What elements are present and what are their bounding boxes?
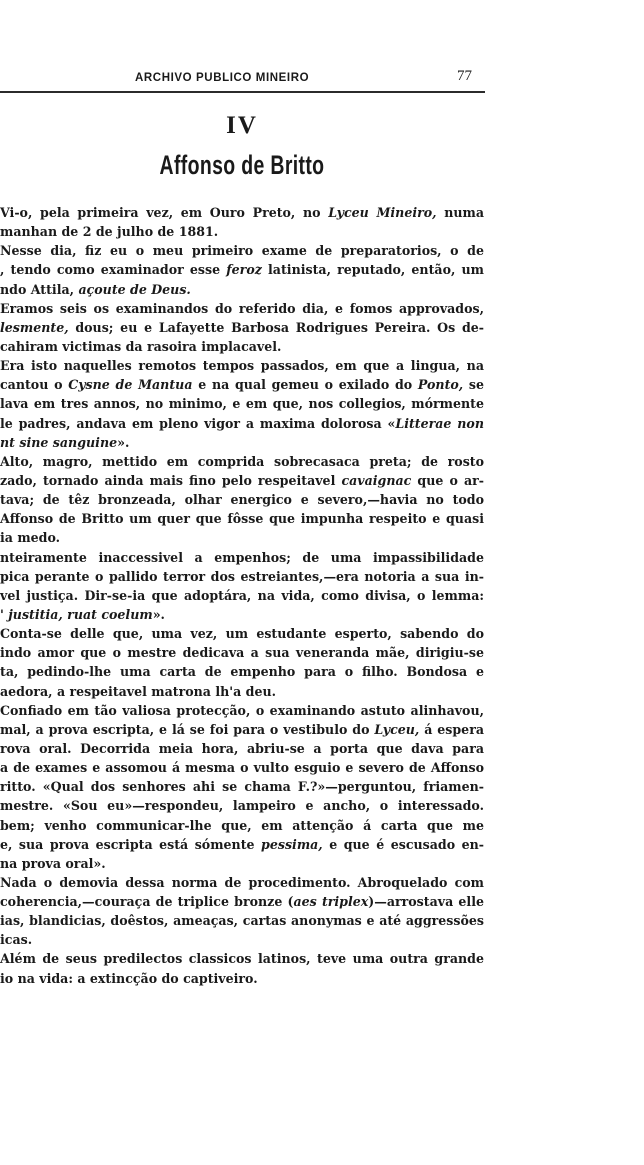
text-line (0, 433, 484, 452)
running-head (0, 66, 490, 88)
text-line (0, 586, 484, 605)
text-run: ». (117, 434, 130, 450)
text-run: ». (152, 606, 165, 622)
text-run: ta, pedindo-lhe uma carta de empenho para o filho. Bondosa e (0, 664, 484, 680)
text-line (0, 203, 484, 222)
text-run: mal, a prova escripta, e lá se foi para o vestibulo do (0, 721, 375, 737)
text-line (0, 720, 484, 739)
italic-text: pessima, (261, 836, 323, 852)
text-run: ias, blandicias, doêstos, ameaças, cartas anonymas e até aggressões (0, 913, 484, 929)
text-run: Além de seus predilectos classicos latinos, teve uma outra grande (0, 951, 484, 967)
italic-text: justitia, ruat coelum (8, 606, 153, 622)
text-run: latinista, reputado, então, um (261, 262, 484, 278)
text-run: tava; de têz bronzeada, olhar energico e severo,—havia no todo (0, 492, 484, 508)
text-line (0, 969, 484, 988)
text-run: numa (436, 205, 484, 220)
text-run: á espera (419, 721, 484, 737)
text-run: vel justiça. Dir-se-ia que adoptára, na vida, como divisa, o lemma: (0, 587, 484, 603)
text-line (0, 777, 484, 796)
text-run: le padres, andava em pleno vigor a maxima dolorosa « (0, 415, 396, 431)
text-line (0, 567, 484, 586)
text-run: que o ar- (411, 472, 484, 488)
text-run: e na qual gemeu o exilado do (192, 377, 418, 393)
text-run: Eramos seis os examinandos do referido dia, e fomos approvados, (0, 300, 484, 316)
text-line (0, 356, 484, 375)
text-run: cahiram victimas da rasoira implacavel. (0, 338, 282, 354)
text-line (0, 260, 484, 279)
text-run: dous; eu e Lafayette Barbosa Rodrigues Pereira. Os de- (68, 319, 484, 335)
chapter-title: Affonso de Britto (159, 150, 325, 180)
italic-text: feroz (226, 262, 262, 278)
text-line (0, 280, 484, 299)
text-line (0, 548, 484, 567)
text-line (0, 911, 484, 930)
text-run: e, sua prova escripta está sómente (0, 836, 262, 852)
text-line (0, 605, 484, 624)
text-line (0, 854, 484, 873)
text-line (0, 337, 484, 356)
text-line (0, 414, 484, 433)
text-line (0, 241, 484, 260)
text-line (0, 452, 484, 471)
text-run: ia medo. (0, 530, 61, 546)
text-line (0, 662, 484, 681)
text-run: , tendo como examinador esse (0, 262, 227, 278)
italic-text: Litterae non (395, 415, 484, 431)
body-text (0, 203, 484, 988)
text-run: ndo Attila, (0, 281, 79, 297)
text-run: pica perante o pallido terror dos estreiantes,—era notoria a sua in- (0, 568, 484, 584)
text-line (0, 375, 484, 394)
italic-text: aes triplex (293, 894, 369, 910)
text-line (0, 873, 484, 892)
text-run: bem; venho communicar-lhe que, em attenção á carta que me (0, 817, 484, 833)
text-run: )—arrostava elle (368, 894, 484, 910)
italic-text: cavaignac (341, 472, 412, 488)
text-line (0, 835, 484, 854)
text-run: aedora, a respeitavel matrona lh'a deu. (0, 683, 277, 699)
text-run: rova oral. Decorrida meia hora, abriu-se a porta que dava para (0, 740, 484, 756)
text-run: coherencia,—couraça de triplice bronze ( (0, 894, 294, 910)
text-run: io na vida: a extincção do captiveiro. (0, 970, 258, 986)
italic-text: açoute de Deus. (78, 281, 191, 297)
text-line (0, 528, 484, 547)
text-line (0, 930, 484, 949)
text-run: se (463, 377, 484, 393)
text-line (0, 624, 484, 643)
italic-text: Ponto, (417, 377, 464, 393)
text-run: zado, tornado ainda mais fino pelo respeitavel (0, 472, 342, 488)
text-line (0, 816, 484, 835)
text-line (0, 682, 484, 701)
italic-text: Cysne de Mantua (68, 377, 193, 393)
chapter-number: IV (226, 112, 258, 139)
text-run: na prova oral». (0, 855, 106, 871)
text-run: e que é escusado en- (322, 836, 484, 852)
text-run: Vi-o, pela primeira vez, em Ouro Preto, no (0, 205, 329, 220)
text-line (0, 222, 484, 241)
text-run: Conta-se delle que, uma vez, um estudante esperto, sabendo do (0, 626, 484, 642)
text-run: icas. (0, 932, 33, 948)
text-line (0, 701, 484, 720)
text-run: Nesse dia, fiz eu o meu primeiro exame de preparatorios, o de (0, 243, 484, 259)
text-run: cantou o (0, 377, 69, 393)
text-line (0, 949, 484, 968)
text-run: manhan de 2 de julho de 1881. (0, 224, 219, 240)
text-run: Alto, magro, mettido em comprida sobrecasaca preta; de rosto (0, 453, 484, 469)
text-line (0, 490, 484, 509)
text-line (0, 758, 484, 777)
text-run: Era isto naquelles remotos tempos passados, em que a lingua, na (0, 358, 484, 374)
page-number: 77 (457, 68, 472, 84)
text-line (0, 299, 484, 318)
text-run: ritto. «Qual dos senhores ahi se chama F.?»—perguntou, friamen- (0, 779, 484, 795)
text-line (0, 509, 484, 528)
text-run: Nada o demovia dessa norma de procedimento. Abroquelado com (0, 874, 484, 890)
text-line (0, 643, 484, 662)
italic-text: Lyceu Mineiro, (328, 205, 437, 220)
text-run: nteiramente inaccessivel a empenhos; de uma impassibilidade (0, 549, 484, 565)
text-line (0, 394, 484, 413)
text-run: Affonso de Britto um quer que fôsse que impunha respeito e quasi (0, 511, 484, 527)
text-line (0, 739, 484, 758)
text-line (0, 318, 484, 337)
italic-text: lesmente, (0, 319, 69, 335)
text-run: lava em tres annos, no minimo, e em que, nos collegios, mórmente (0, 396, 484, 412)
header-rule (0, 91, 485, 93)
text-run: Confiado em tão valiosa protecção, o examinando astuto alinhavou, (0, 702, 484, 718)
italic-text: Lyceu, (374, 721, 420, 737)
running-head-title: ARCHIVO PUBLICO MINEIRO (135, 72, 310, 84)
text-run: a de exames e assomou á mesma o vulto esguio e severo de Affonso (0, 760, 484, 776)
text-run: ' (0, 606, 9, 622)
text-run: indo amor que o mestre dedicava a sua veneranda mãe, dirigiu-se (0, 645, 484, 661)
text-line (0, 892, 484, 911)
italic-text: nt sine sanguine (0, 434, 118, 450)
text-line (0, 796, 484, 815)
text-line (0, 471, 484, 490)
text-run: mestre. «Sou eu»—respondeu, lampeiro e ancho, o interessado. (0, 798, 484, 814)
